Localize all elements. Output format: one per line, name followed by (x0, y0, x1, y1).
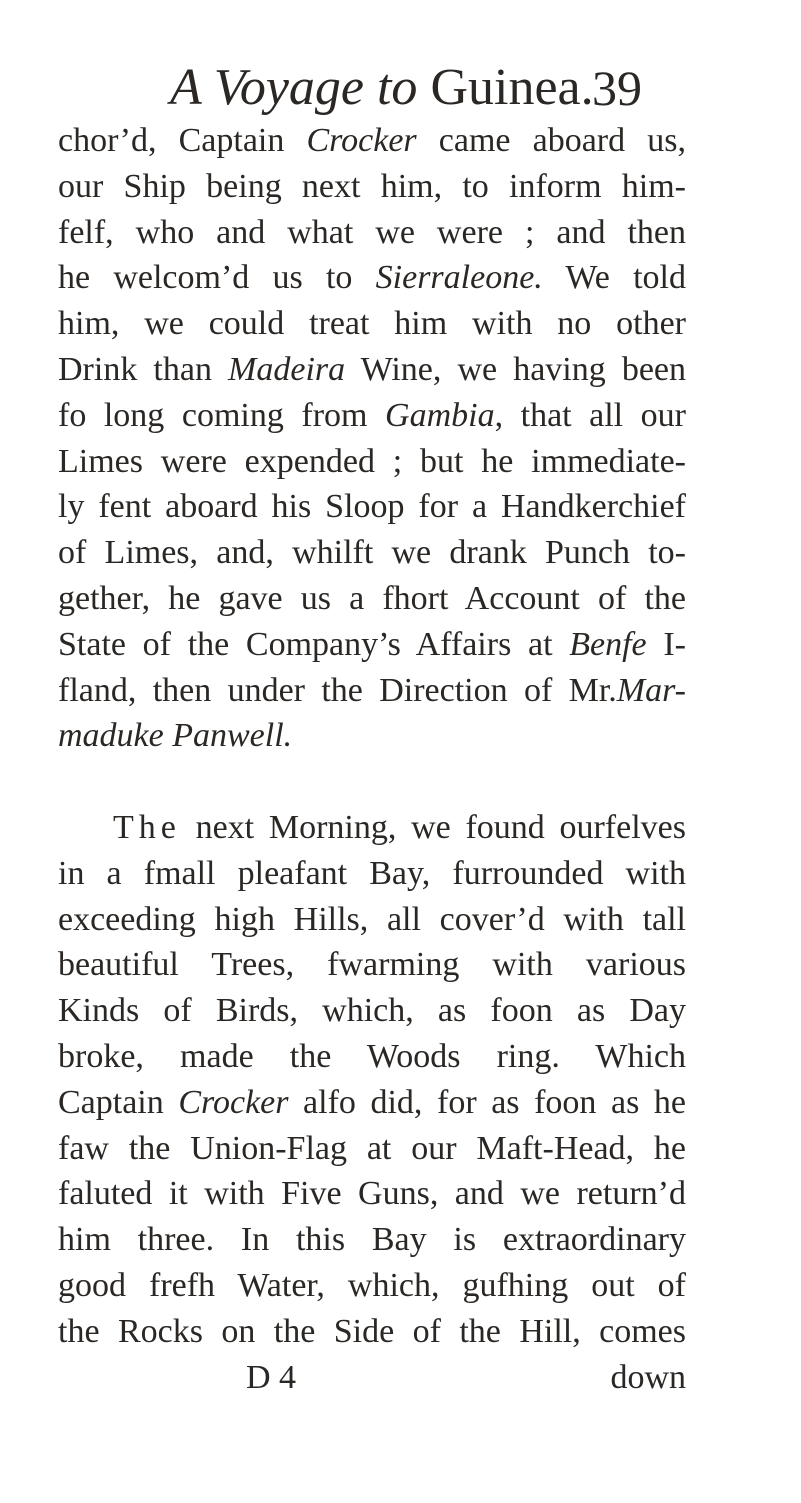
text-line: maduke Panwell. (58, 717, 293, 755)
running-title (170, 58, 594, 118)
text-line: our Ship being next him, to inform him- (58, 167, 686, 205)
running-title-italic: A Voyage to (170, 59, 418, 116)
text-line: chor’d, Captain Crocker came aboard us, (58, 122, 686, 159)
text-line: in a fmall pleafant Bay, furrounded with (58, 854, 686, 892)
text-line: felf, who and what we were ; and then (58, 213, 686, 251)
text-line: faw the Union-Flag at our Maft-Head, he (58, 1129, 686, 1167)
text-line: Limes were expended ; but he immediate- (58, 442, 686, 480)
text-line: him, we could treat him with no other (58, 305, 686, 343)
page-number: 39 (592, 60, 642, 116)
text-line: exceeding high Hills, all cover’d with tall (58, 900, 686, 938)
text-line: of Limes, and, whilft we drank Punch to- (58, 534, 686, 572)
text-line: him three. In this Bay is extraordinary (58, 1221, 686, 1259)
text-line: Drink than Madeira Wine, we having been (58, 350, 687, 388)
text-line: the Rocks on the Side of the Hill, comes (58, 1312, 686, 1350)
paragraph-gap (58, 759, 686, 805)
text-line: gether, he gave us a fhort Account of the (58, 579, 686, 617)
text-line: he welcom’d us to Sierraleone. We told (58, 259, 686, 297)
text-line: Captain Crocker alfo did, for as foon as he (58, 1083, 686, 1121)
text-line: good frefh Water, which, gufhing out of (58, 1266, 686, 1304)
text-line: ly fent aboard his Sloop for a Handkerchief (58, 488, 686, 526)
text-line: fland, then under the Direction of Mr.Mar- (58, 671, 686, 709)
running-title-roman: Guinea. (430, 59, 594, 116)
page-header (0, 58, 801, 118)
signature-mark: D 4 (246, 1358, 297, 1396)
catchword: down (610, 1358, 686, 1396)
text-line: broke, made the Woods ring. Which (58, 1037, 686, 1075)
text-line: The next Morning, we found ourfelves (113, 808, 686, 846)
text-line: faluted it with Five Guns, and we return’d (58, 1175, 686, 1213)
text-line: fo long coming from Gambia, that all our (58, 396, 686, 434)
text-line: beautiful Trees, fwarming with various (58, 946, 686, 984)
page-footer (58, 1355, 686, 1401)
text-line: State of the Company’s Affairs at Benfe I- (58, 625, 686, 663)
text-line: Kinds of Birds, which, as foon as Day (58, 992, 686, 1030)
body-text (58, 118, 686, 1400)
